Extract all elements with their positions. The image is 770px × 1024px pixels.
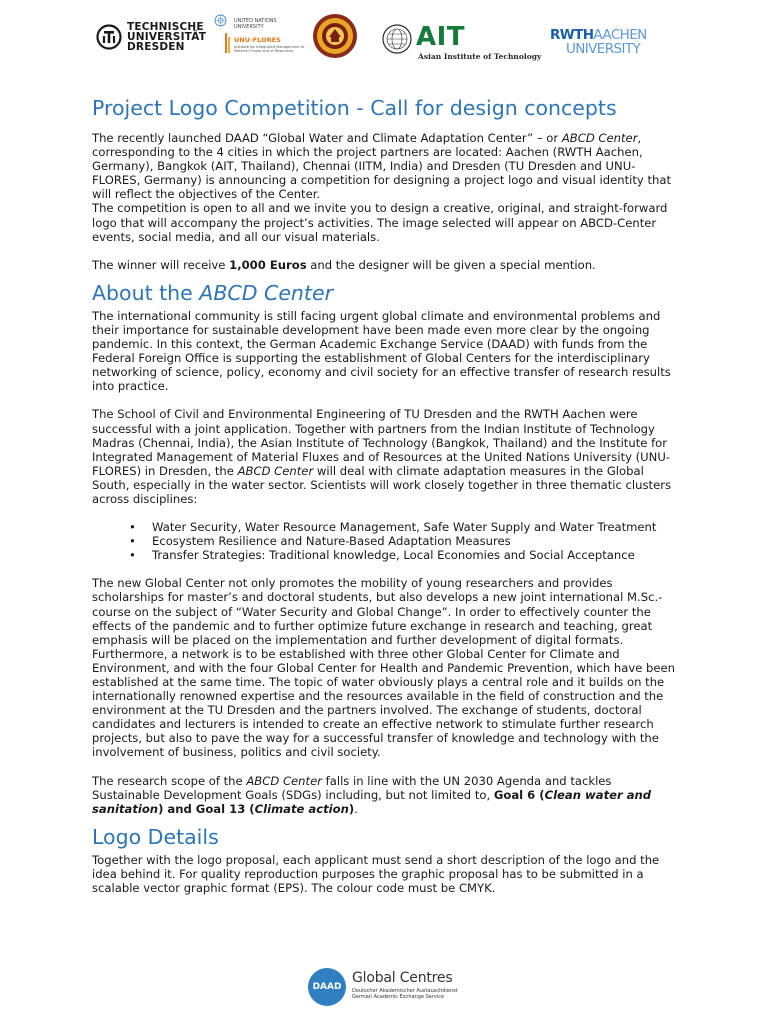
ait-logo [382,16,547,62]
global-centres-title: Global Centres [352,970,453,986]
ait-full-name: Asian Institute of Technology [418,52,542,61]
prize-amount: 1,000 Euros [229,257,307,272]
ait-wordmark: AIT [416,22,466,52]
unu-flores-mark-icon [225,33,231,53]
about-paragraph-4: The research scope of the ABCD Center falls in line with the UN 2030 Agenda and tackles Sustainable Development Goals (SDGs) including, but not limited to, Goal 6 (Clean water and sanitation) and Goal 13 (Climate action). [92,773,652,816]
list-item: • Transfer Strategies: Traditional knowledge, Local Economies and Social Acceptance [152,548,682,562]
about-heading: About the ABCD Center [92,280,333,305]
rwth-university-label: UNIVERSITY [566,41,641,57]
list-item: • Water Security, Water Resource Management, Safe Water Supply and Water Treatment [152,520,682,534]
prize-paragraph: The winner will receive 1,000 Euros and the designer will be given a special mention. [92,257,596,272]
about-paragraph-2: The School of Civil and Environmental Engineering of TU Dresden and the RWTH Aachen were successful with a joint application. Together with partners from the Indian Institute of Technology Madras (Chennai, India), the Asian Institute of Technology (Bangkok, Thailand) and the Institute for Integrated Management of Material Fluxes and of Resources at the United Nations University (UNU-FLORES) in Dresden, the ABCD Center will deal with climate adaptation measures in the Global South, especially in the water sector. Scientists will work closely together in three thematic clusters across disciplines: [92,407,672,506]
iit-madras-seal-icon [312,13,358,59]
rwth-wordmark: RWTHAACHEN [550,27,647,43]
unu-flores-logo [214,14,324,64]
intro-paragraph: The recently launched DAAD “Global Water and Climate Adaptation Center” – or ABCD Center, corresponding to the 4 cities in which the project partners are located: Aachen (RWTH Aachen, Germany), Bangkok (AIT, Thailand), Chennai (IITM, India) and Dresden (TU Dresden and UNU-FLORES, Germany) is announcing a competition for designing a project logo and visual identity that will reflect the objectives of the Center. [92,131,671,202]
daad-global-centres-logo [308,968,478,1008]
unu-flores-description: Institute for Integrated Management of Material Fluxes and of Resources [234,45,305,54]
partner-logos [96,10,676,70]
tu-dresden-wordmark: TECHNISCHE UNIVERSITÄT DRESDEN [127,21,207,53]
daad-badge: DAAD [308,968,346,1006]
unu-flores-wordmark: UNU-FLORES [234,36,281,44]
unu-name: UNITED NATIONS UNIVERSITY [234,18,277,30]
un-emblem-icon [214,14,227,27]
about-paragraph-3: The new Global Center not only promotes the mobility of young researchers and provides scholarships for master’s and doctoral students, but also develops a new joint international M.Sc.-course on the subject of “Water Security and Global Change”. In order to effectively counter the effects of the pandemic and to further optimize future exchange in research and teaching, great emphasis will be placed on the implementation and further development of digital formats. Furthermore, a network is to be established with three other Global Center for Climate and Environment, and with the four Global Center for Health and Pandemic Prevention, which have been established at the same time. The topic of water obviously plays a central role and it builds on the internationally renowned expertise and the resources available in the field of construction and the environment at the TU Dresden and the partners involved. The exchange of students, doctoral candidates and lecturers is intended to create an effective network to stimulate further research projects, but also to pave the way for a successful transfer of knowledge and technology with the involvement of business, politics and civil society. [92,576,676,760]
thematic-clusters-list [92,520,682,562]
intro-paragraph-2: The competition is open to all and we invite you to design a creative, original, and straight-forward logo that will accompany the project’s activities. The image selected will appear on ABCD-Center events, social media, and all our visual materials. [92,201,668,244]
daad-full-name: Deutscher Akademischer Austauschdienst German Academic Exchange Service [352,988,458,1000]
logo-details-heading: Logo Details [92,824,219,849]
about-paragraph-1: The international community is still facing urgent global climate and environmental problems and their importance for sustainable development have been made even more clear by the ongoing pandemic. In this context, the German Academic Exchange Service (DAAD) with funds from the Federal Foreign Office is supporting the establishment of Global Centers for the interdisciplinary networking of science, policy, economy and civil society for an effective transfer of research results into practice. [92,308,671,394]
tu-dresden-emblem-icon [96,24,122,50]
rwth-aachen-logo [550,28,680,64]
ait-globe-emblem-icon [382,24,412,54]
document-body [92,94,682,895]
logo-details-paragraph: Together with the logo proposal, each applicant must send a short description of the logo and the idea behind it. For quality reproduction purposes the graphic proposal has to be submitted in a scalable vector graphic format (EPS). The colour code must be CMYK. [92,852,660,896]
list-item: • Ecosystem Resilience and Nature-Based Adaptation Measures [152,534,682,548]
tu-dresden-logo [96,22,206,52]
page-title: Project Logo Competition - Call for design concepts [92,96,617,120]
